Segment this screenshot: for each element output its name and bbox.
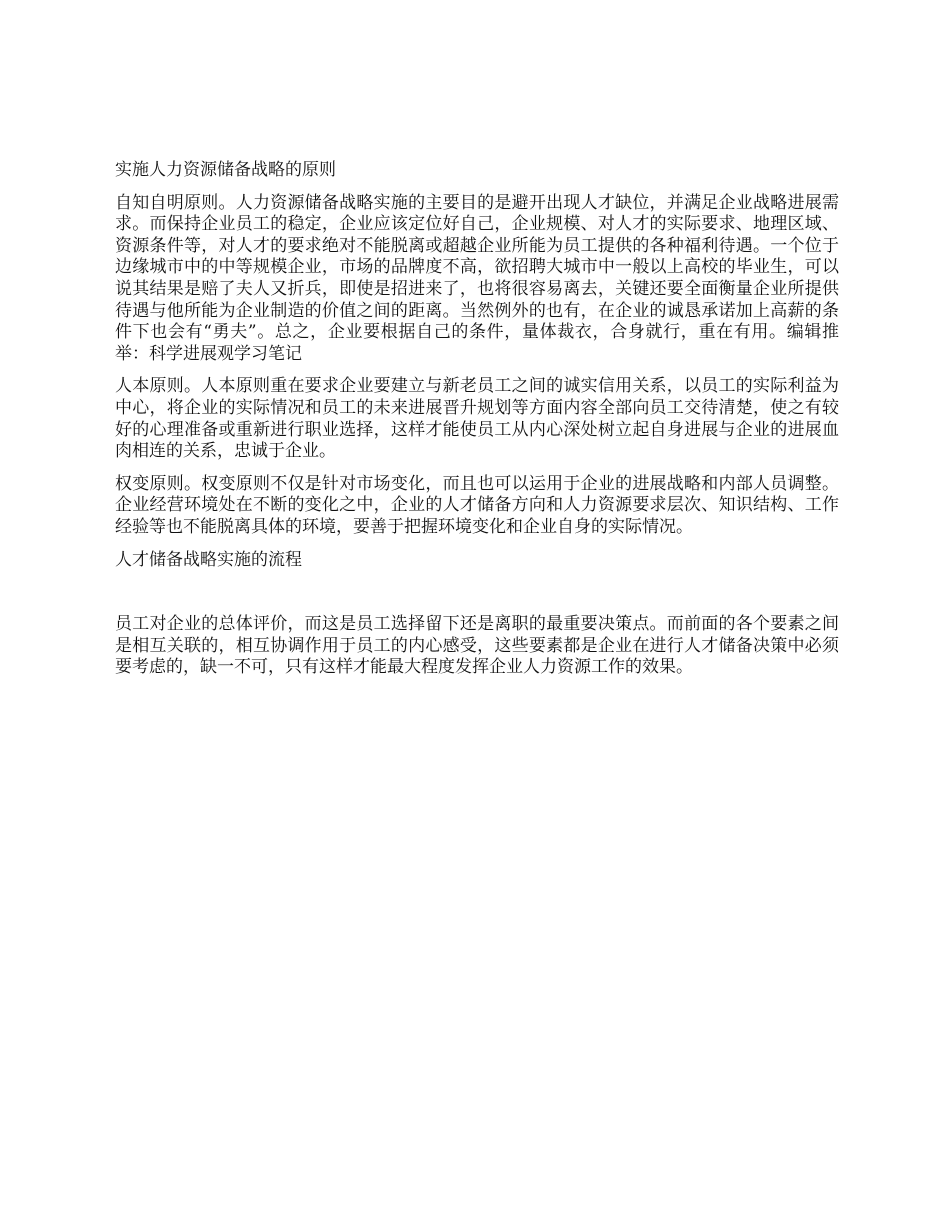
- paragraph-contingency-principle: 权变原则。权变原则不仅是针对市场变化，而且也可以运用于企业的进展战略和内部人员调整。企业经营环境处在不断的变化之中，企业的人才储备方向和人力资源要求层次、知识结构、工作经验等也不能脱离具体的环境，要善于把握环境变化和企业自身的实际情况。: [115, 473, 839, 537]
- document-page: [115, 160, 839, 679]
- paragraph-employee-evaluation: 员工对企业的总体评价，而这是员工选择留下还是离职的最重要决策点。而前面的各个要素之间是相互关联的，相互协调作用于员工的内心感受，这些要素都是企业在进行人才储备决策中必须要考虑的，缺一不可，只有这样才能最大程度发挥企业人力资源工作的效果。: [115, 614, 839, 678]
- section-heading-process: 人才储备战略实施的流程: [115, 549, 302, 570]
- paragraph-people-oriented-principle: 人本原则。人本原则重在要求企业要建立与新老员工之间的诚实信用关系，以员工的实际利益为中心，将企业的实际情况和员工的未来进展晋升规划等方面内容全部向员工交待清楚，使之有较好的心理准备或重新进行职业选择，这样才能使员工从内心深处树立起自身进展与企业的进展血肉相连的关系，忠诚于企业。: [115, 376, 839, 462]
- section-heading-principles: 实施人力资源储备战略的原则: [115, 160, 336, 180]
- paragraph-self-awareness-principle: 自知自明原则。人力资源储备战略实施的主要目的是避开出现人才缺位，并满足企业战略进展需求。而保持企业员工的稳定，企业应该定位好自己，企业规模、对人才的实际要求、地理区域、资源条件等，对人才的要求绝对不能脱离或超越企业所能为员工提供的各种福利待遇。一个位于边缘城市中的中等规模企业，市场的品牌度不高，欲招聘大城市中一般以上高校的毕业生，可以说其结果是赔了夫人又折兵，即使是招进来了，也将很容易离去，关键还要全面衡量企业所提供待遇与他所能为企业制造的价值之间的距离。当然例外的也有，在企业的诚恳承诺加上高薪的条件下也会有“勇夫”。总之，企业要根据自己的条件，量体裁衣，合身就行，重在有用。编辑推举：科学进展观学习笔记: [115, 192, 839, 364]
